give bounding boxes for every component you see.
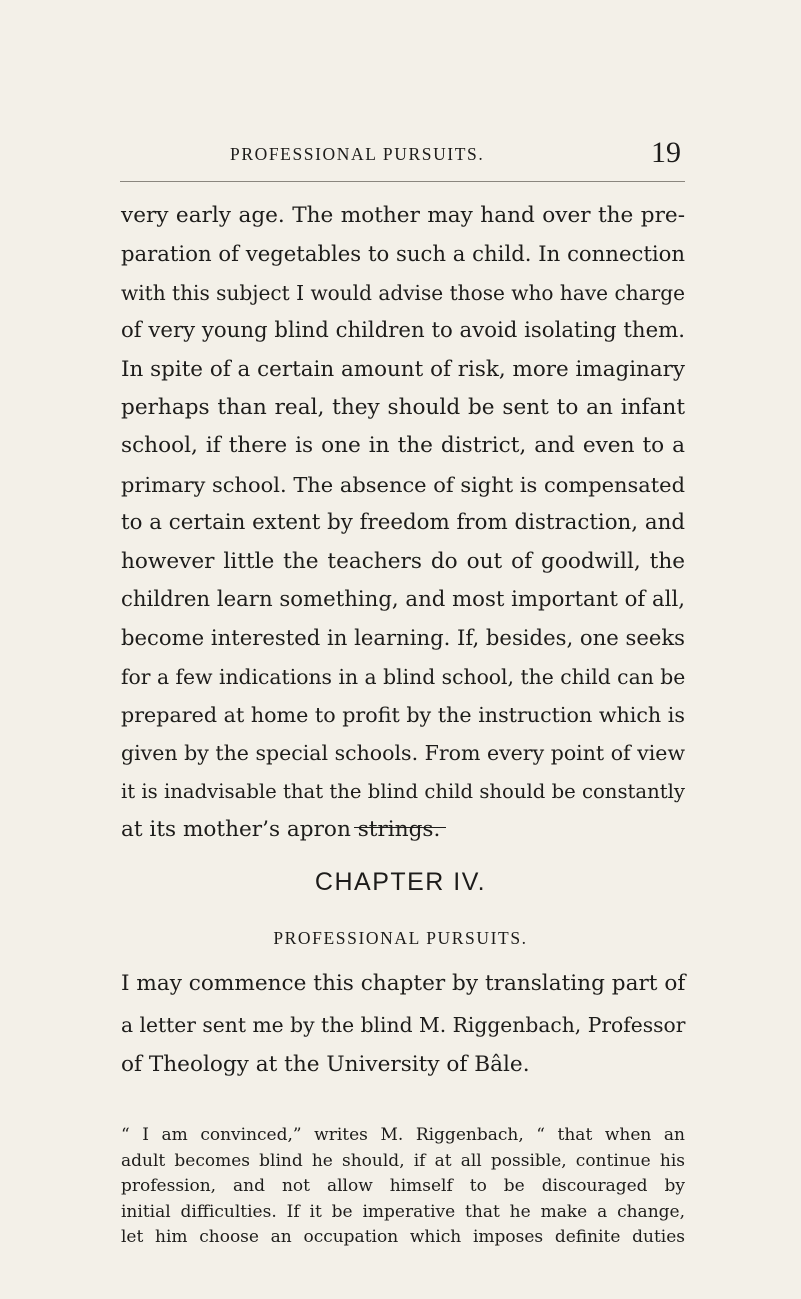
text-line: primary school. The absence of sight is compensated [121,472,685,497]
chapter-paragraph [121,964,685,1086]
text-line: paration of vegetables to such a child. In connection [121,241,685,267]
body-paragraph [121,197,685,850]
running-title: PROFESSIONAL PURSUITS. [230,144,485,164]
quote-line: initial difficulties. If it be imperative that he make a change, [121,1201,685,1222]
text-line: of very young blind children to avoid isolating them. [121,318,685,344]
chapter-subtitle: PROFESSIONAL PURSUITS. [273,928,528,948]
quote-line: adult becomes blind he should, if at all possible, continue his [121,1150,685,1171]
text-line: very early age. The mother may hand over the pre- [121,203,685,228]
text-line: I may commence this chapter by translating part of [121,971,686,996]
text-line: of Theology at the University of Bâle. [121,1052,530,1077]
running-head [120,136,685,178]
chapter-title: CHAPTER IV. [314,868,487,896]
page-number: 19 [651,136,681,169]
quote-line: profession, and not allow himself to be discouraged by [121,1176,685,1197]
text-line: perhaps than real, they should be sent to an infant [121,394,685,420]
text-line: school, if there is one in the district, and even to a [121,433,685,459]
quote-line: “ I am convinced,” writes M. Riggenbach, “ that when an [121,1125,685,1145]
text-line: it is inadvisable that the blind child should be constantly [121,779,685,803]
text-line: given by the special schools. From every point of view [121,741,685,766]
text-line: In spite of a certain amount of risk, more imaginary [121,356,685,382]
text-line: for a few indications in a blind school, the child can be [121,664,686,689]
text-line: become interested in learning. If, besides, one seeks [121,625,685,651]
text-line: a letter sent me by the blind M. Riggenbach, Professor [121,1012,686,1037]
header-rule [120,181,685,182]
text-line: children learn something, and most important of all, [121,586,685,612]
text-line: to a certain extent by freedom from distraction, and [121,510,685,536]
text-line: however little the teachers do out of goodwill, the [121,548,685,574]
text-line: with this subject I would advise those who have charge [121,280,685,305]
text-line: prepared at home to profit by the instruction which is [121,703,685,728]
quotation [121,1123,685,1251]
section-divider [354,827,446,828]
quote-line: let him choose an occupation which imposes definite duties [121,1227,685,1248]
text-line: at its mother’s apron strings. [121,817,441,843]
